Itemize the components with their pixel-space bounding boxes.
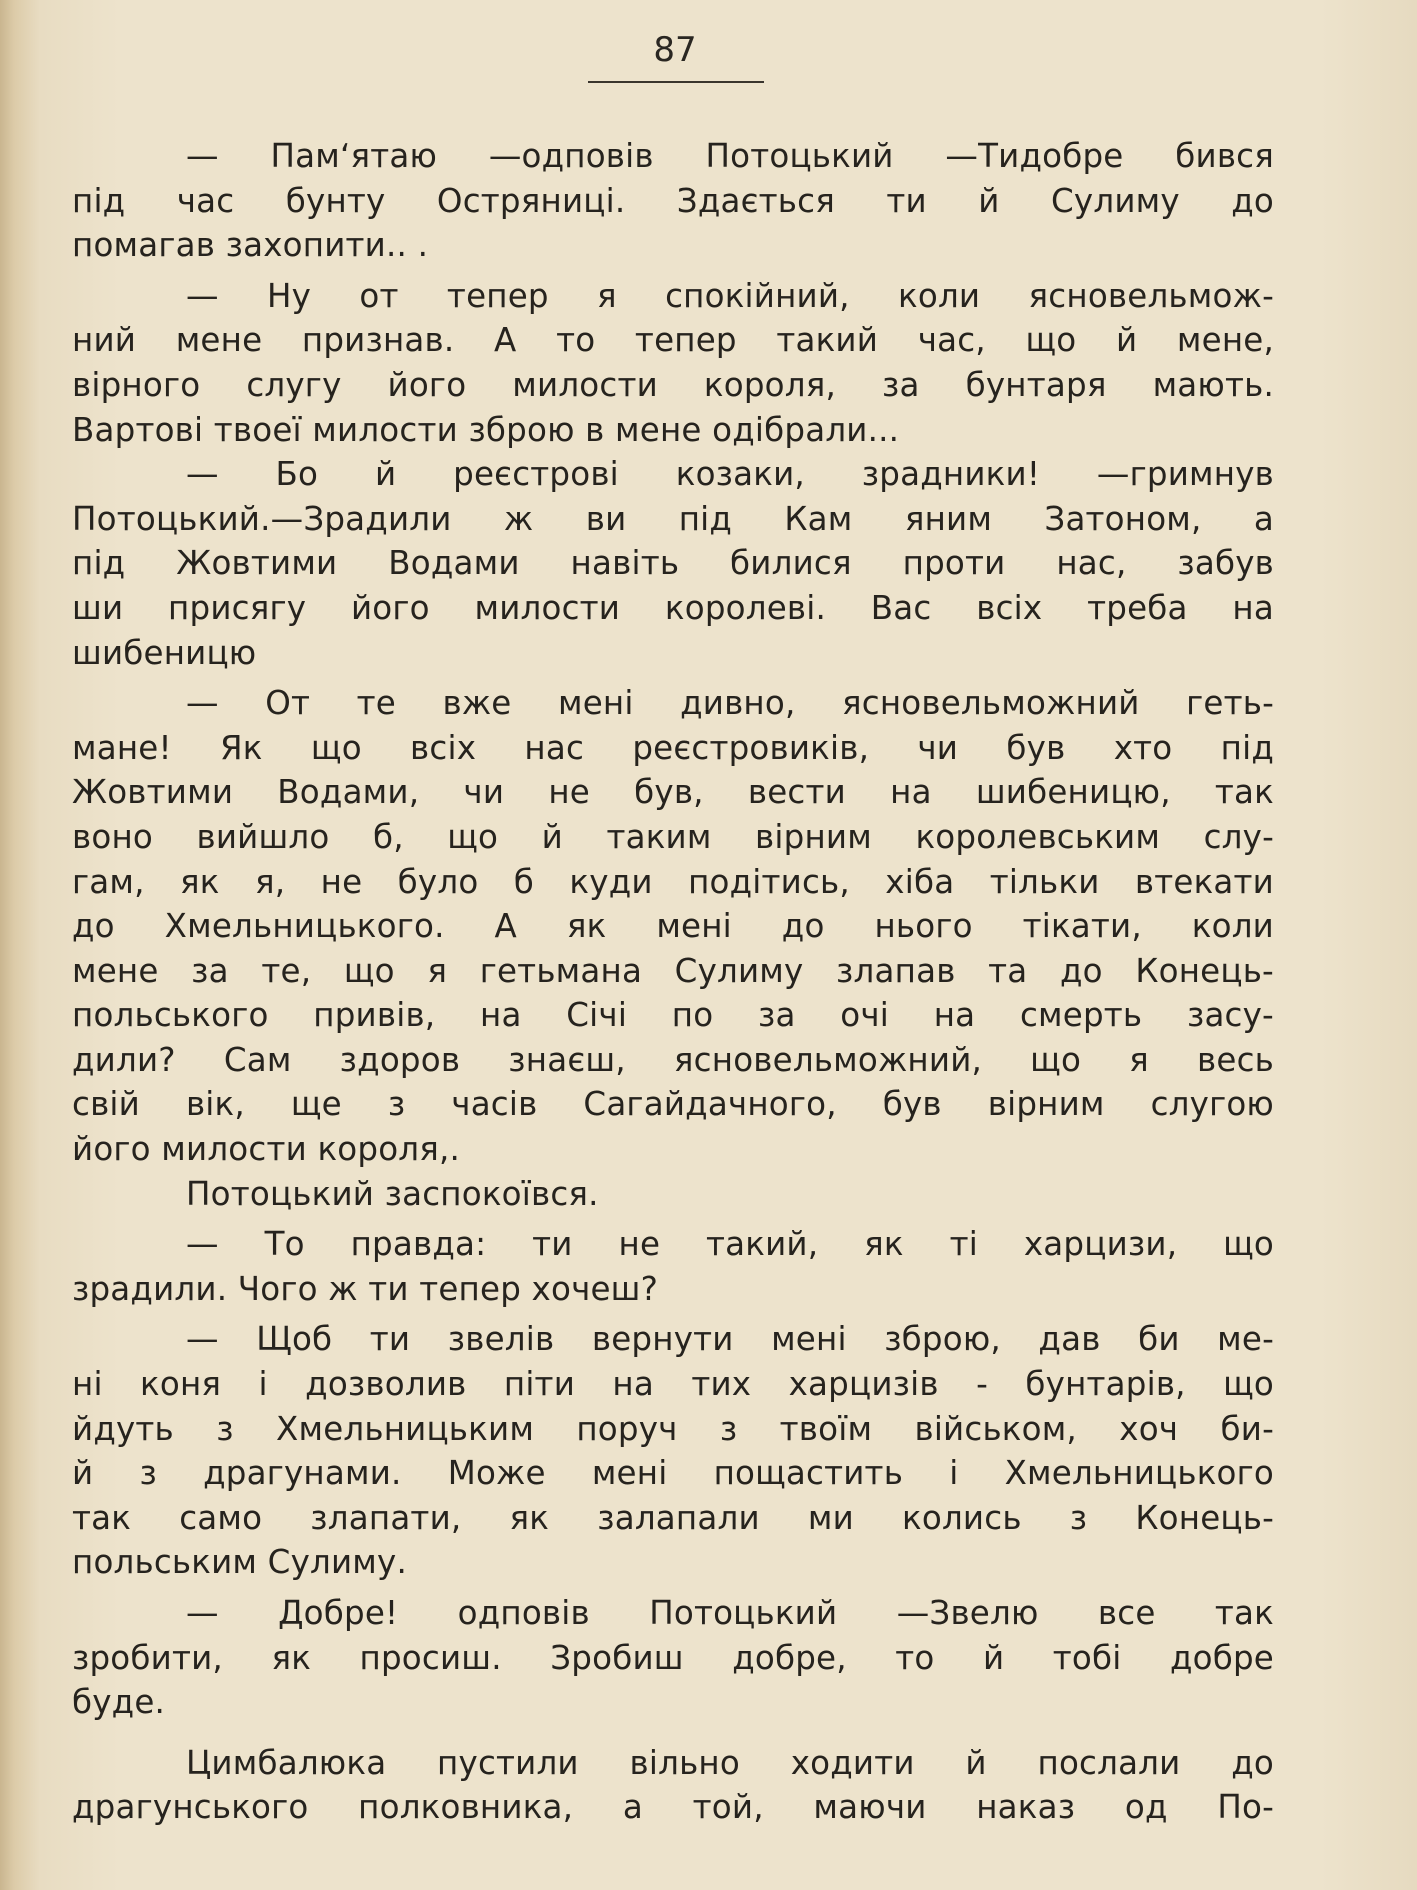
text-line: дили? Сам здоров знаєш, ясновельможний, що я весь — [72, 1040, 1274, 1079]
text-line: мене за те, що я гетьмана Сулиму злапав та до Конець- — [72, 951, 1274, 990]
text-line: помагав захопити.. . — [72, 226, 429, 265]
page-text-body — [72, 134, 1274, 1830]
text-line: зробити, як просиш. Зробиш добре, то й тобі добре — [72, 1638, 1274, 1677]
text-line: під час бунту Остряниці. Здається ти й Сулиму до — [72, 181, 1274, 220]
text-line: — Добре! одповів Потоцький —Звелю все так — [186, 1594, 1274, 1632]
text-line: буде. — [72, 1683, 166, 1722]
text-line: мане! Як що всіх нас реєстровиків, чи був хто під — [72, 728, 1274, 767]
text-line: шибеницю — [72, 633, 257, 672]
text-line: свій вік, ще з часів Сагайдачного, був вірним слугою — [72, 1085, 1274, 1124]
text-line: до Хмельницького. А як мені до нього тікати, коли — [72, 907, 1274, 946]
text-line: Потоцький заспокоївся. — [186, 1174, 599, 1213]
text-line: гам, як я, не було б куди подітись, хіба тільки втекати — [72, 862, 1274, 901]
text-line: — Пам‘ятаю —одповів Потоцький —Тидобре бився — [186, 137, 1274, 175]
text-line: Потоцький.—Зрадили ж ви під Кам яним Затоном, а — [72, 499, 1274, 538]
text-line: — То правда: ти не такий, як ті харцизи, що — [186, 1225, 1274, 1264]
text-line: — Бо й реєстрові козаки, зрадники! —гримнув — [186, 455, 1274, 494]
text-line: Вартові твоеї милости зброю в мене одібрали... — [72, 410, 900, 449]
text-line: так само злапати, як залапали ми колись з Конець- — [72, 1498, 1274, 1537]
text-line: під Жовтими Водами навіть билися проти нас, забув — [72, 544, 1274, 583]
text-line: польським Сулиму. — [72, 1543, 407, 1582]
text-line: — От те вже мені дивно, ясновельможний геть- — [186, 684, 1274, 723]
text-line: — Щоб ти звелів вернути мені зброю, дав би ме- — [186, 1320, 1274, 1359]
text-line: й з драгунами. Може мені пощастить і Хмельницького — [72, 1454, 1274, 1493]
page-number: 87 — [653, 30, 697, 70]
text-line: ши присягу його милости королеві. Вас всіх треба на — [72, 588, 1274, 627]
text-line: йдуть з Хмельницьким поруч з твоїм військом, хоч би- — [72, 1409, 1274, 1448]
text-line: вірного слугу його милости короля, за бунтаря мають. — [72, 365, 1274, 404]
text-line: ні коня і дозволив піти на тих харцизів - бунтарів, що — [72, 1365, 1274, 1404]
text-line: польського привів, на Січі по за очі на смерть засу- — [72, 996, 1274, 1035]
text-line: Жовтими Водами, чи не був, вести на шибеницю, так — [72, 773, 1274, 812]
header-rule — [588, 81, 764, 83]
text-line: Цимбалюка пустили вільно ходити й послали до — [186, 1743, 1274, 1782]
text-line: ний мене признав. А то тепер такий час, що й мене, — [72, 321, 1274, 360]
text-line: зрадили. Чого ж ти тепер хочеш? — [72, 1269, 659, 1308]
text-line: його милости короля,. — [72, 1130, 461, 1169]
text-line: — Ну от тепер я спокійний, коли ясновельмож- — [186, 276, 1274, 315]
text-line: воно вийшло б, що й таким вірним королевським слу- — [72, 817, 1274, 856]
text-line: драгунського полковника, а той, маючи наказ од По- — [72, 1788, 1274, 1827]
